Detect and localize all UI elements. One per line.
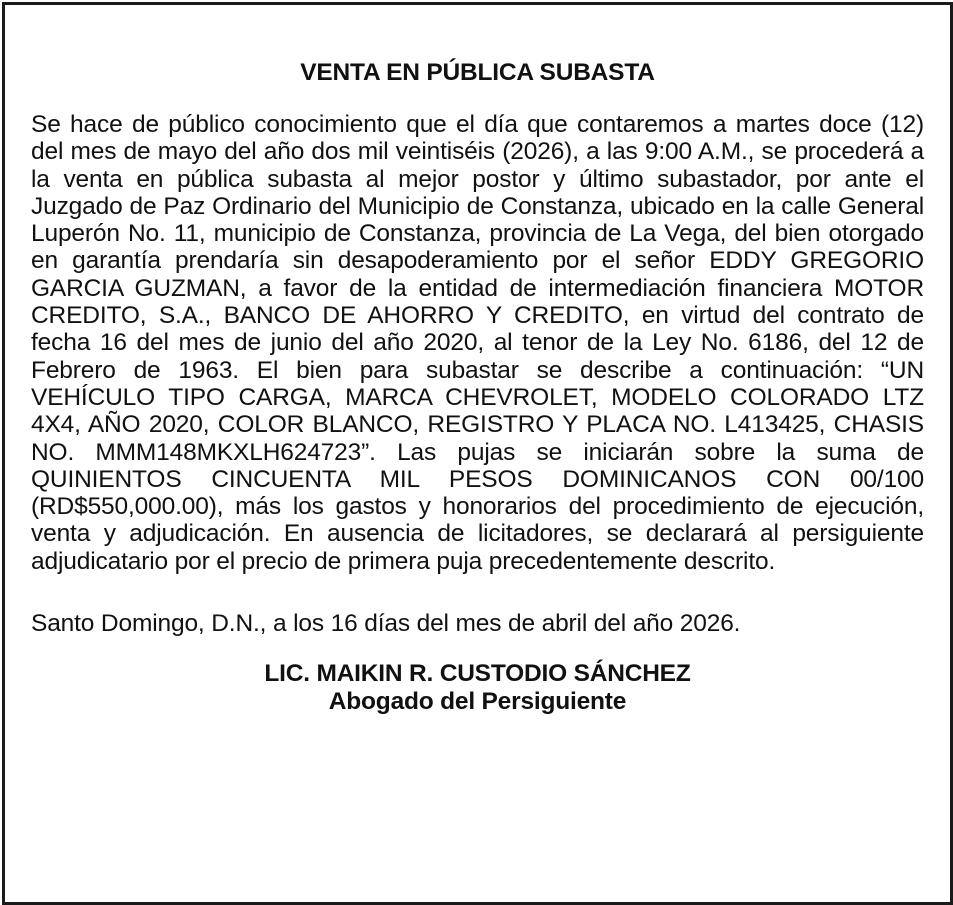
notice-date-line: Santo Domingo, D.N., a los 16 días del mes de abril del año 2026. (31, 610, 741, 638)
signature-block (31, 660, 924, 716)
notice-title: VENTA EN PÚBLICA SUBASTA (300, 59, 655, 86)
notice-frame (2, 2, 953, 905)
notice-body: Se hace de público conocimiento que el día que contaremos a martes doce (12) del mes de mayo del año dos mil veintiséis (2026), a las 9:00 A.M., se procederá a la venta en pública subasta al mejor postor y último subastador, por ante el Juzgado de Paz Ordinario del Municipio de Constanza, ubicado en la calle General Luperón No. 11, municipio de Constanza, provincia de La Vega, del bien otorgado en garantía prendaría sin desapoderamiento por el señor EDDY GREGORIO GARCIA GUZMAN, a favor de la entidad de intermediación financiera MOTOR CREDITO, S.A., BANCO DE AHORRO Y CREDITO, en virtud del contrato de fecha 16 del mes de junio del año 2020, al tenor de la Ley No. 6186, del 12 de Febrero de 1963. El bien para subastar se describe a continuación: “UN VEHÍCULO TIPO CARGA, MARCA CHEVROLET, MODELO COLORADO LTZ 4X4, AÑO 2020, COLOR BLANCO, REGISTRO Y PLACA NO. L413425, CHASIS NO. MMM148MKXLH624723”. Las pujas se iniciarán sobre la suma de QUINIENTOS CINCUENTA MIL PESOS DOMINICANOS CON 00/100 (RD$550,000.00), más los gastos y honorarios del procedimiento de ejecución, venta y adjudicación. En ausencia de licitadores, se declarará al persiguiente adjudicatario por el precio de primera puja precedentemente descrito. (31, 111, 924, 575)
signature-role: Abogado del Persiguiente (328, 688, 627, 716)
notice-content (31, 57, 924, 716)
signature-name: LIC. MAIKIN R. CUSTODIO SÁNCHEZ (264, 660, 691, 688)
